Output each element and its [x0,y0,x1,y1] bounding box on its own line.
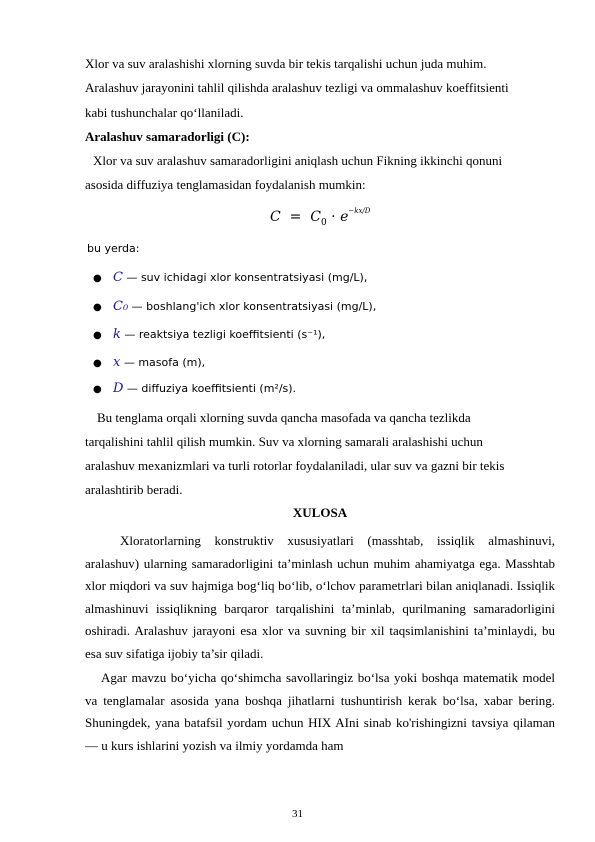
definition-item: k — reaktsiya tezligi koeffitsienti (s⁻¹), [113,327,326,342]
paragraph2-line-4: aralashtirib beradi. [85,482,183,497]
diffusion-formula [270,207,370,228]
formula-exponent: −kx/D [348,207,371,215]
section-line-2: asosida diffuziya tenglamasidan foydalanish mumkin: [85,177,366,192]
formula-c0: $C_0$ [310,209,327,228]
definition-item: D — diffuziya koeffitsienti (m²/s). [113,381,297,396]
paragraph2-line-1: Bu tenglama orqali xlorning suvda qancha masofada va qancha tezlikda [97,410,471,425]
conclusion-paragraph-1: Xloratorlarning konstruktiv xususiyatlari (masshtab, issiqlik almashinuvi, aralashuv) ularning samaradorligini ta’minlash uchun muhim ahamiyatga ega. Masshtab xlor miqdori va suv hajmiga bog‘liq bo‘lib, o‘lchov parametrlari bilan aniqlanadi. Issiqlik almashinuvi issiqlikning barqaror tarqalishini ta’minlab, qurilmaning samaradorligini oshiradi. Aralashuv jarayoni esa xlor va suvning bir xil taqsimlanishini ta’minlaydi, bu esa suv sifatiga ijobiy ta’sir qiladi. [85,533,555,661]
intro-line-3: kabi tushunchalar qo‘llaniladi. [85,105,244,120]
intro-line-1: Xlor va suv aralashishi xlorning suvda bir tekis tarqalishi uchun juda muhim. [85,56,487,71]
bullet-icon: ● [93,273,102,284]
intro-line-2: Aralashuv jarayonini tahlil qilishda aralashuv tezligi va ommalashuv koeffitsienti [85,80,509,95]
conclusion-paragraph-2: Agar mavzu bo‘yicha qo‘shimcha savollaringiz bo‘lsa yoki boshqa matematik model va tenglamalar asosida yana boshqa jihatlarni tushuntirish kerak bo‘lsa, xabar bering. Shuningdek, yana batafsil yordam uchun HIX AIni sinab ko'rishingizni tavsiya qilaman — u kurs ishlarini yozish va ilmiy yordamda ham [85,670,555,753]
formula-dot: · [331,209,336,225]
definition-item: C₀ — boshlang'ich xlor konsentratsiyasi (mg/L), [113,299,377,314]
bullet-icon: ● [93,302,102,313]
bullet-icon: ● [93,330,102,341]
paragraph2-line-2: tarqalishini tahlil qilish mumkin. Suv va xlorning samarali aralashishi uchun [85,434,483,449]
definition-item: x — masofa (m), [113,355,206,370]
section-heading: Aralashuv samaradorligi (C): [85,129,250,144]
definition-item: C — suv ichidagi xlor konsentratsiyasi (mg/L), [113,270,368,285]
formula-equals: = [289,209,302,225]
where-label: bu yerda: [87,242,140,255]
formula-e: e [340,209,349,225]
bullet-icon: ● [93,384,102,395]
conclusion-title: XULOSA [292,505,348,520]
section-line-1: Xlor va suv aralashuv samaradorligini aniqlash uchun Fikning ikkinchi qonuni [93,153,503,168]
bullet-icon: ● [93,358,102,369]
page-number: 31 [292,808,303,820]
formula-lhs: C [270,209,281,225]
paragraph2-line-3: aralashuv mexanizmlari va turli rotorlar foydalaniladi, ular suv va gazni bir tekis [85,458,505,473]
